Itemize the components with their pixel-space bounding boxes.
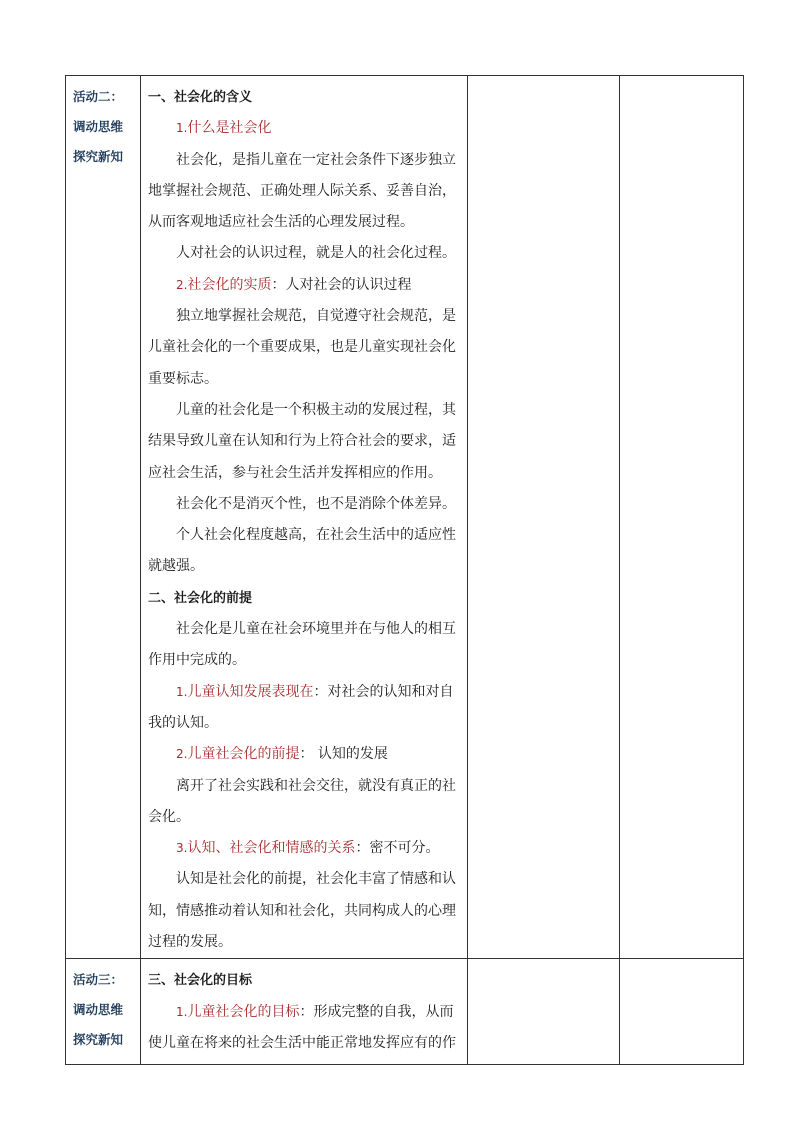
activity-label-line: 活动二：	[73, 89, 124, 104]
section-heading: 三、社会化的目标	[148, 973, 253, 989]
subheading-label: 儿童社会化的目标	[187, 1003, 300, 1020]
subheading-label: 什么是社会化	[187, 120, 272, 137]
activity-cell	[66, 76, 141, 959]
subheading-text: ：形成完整的自我，从而使儿童在将来的社会生活中能正常地发挥应有的作	[148, 1003, 456, 1051]
subheading-paragraph	[148, 677, 459, 740]
subheading-label: 儿童社会化的前提	[187, 746, 300, 763]
body-paragraph: 儿童的社会化是一个积极主动的发展过程，其结果导致儿童在认知和行为上符合社会的要求，适应社会生活，参与社会生活并发挥相应的作用。	[148, 401, 456, 481]
activity-label-line: 探究新知	[73, 149, 124, 164]
subheading-text: ：对社会的认知和对自我的认知。	[148, 683, 454, 731]
activity-cell	[66, 959, 141, 1065]
activity-label-line: 探究新知	[73, 1032, 124, 1048]
subheading-number: 1.	[176, 684, 188, 699]
subheading-number: 1.	[176, 1004, 188, 1019]
subheading-text: ：密不可分。	[355, 840, 440, 857]
activity-label	[66, 959, 140, 1055]
subheading-label: 社会化的实质	[187, 276, 272, 293]
subheading-paragraph	[148, 739, 459, 770]
subheading-number: 2.	[176, 277, 188, 292]
activity-label-line: 调动思维	[73, 1002, 124, 1018]
body-paragraph: 人对社会的认识过程，就是人的社会化过程。	[176, 245, 456, 262]
body-paragraph: 个人社会化程度越高，在社会生活中的适应性就越强。	[148, 527, 456, 575]
content-cell	[141, 959, 468, 1065]
body-paragraph: 社会化不是消灭个性，也不是消除个体差异。	[176, 495, 456, 512]
subheading-paragraph	[148, 270, 459, 301]
body-paragraph: 认知是社会化的前提，社会化丰富了情感和认知，情感推动着认知和社会化，共同构成人的心理过程的发展。	[148, 871, 456, 951]
activity-label-line: 活动三：	[73, 972, 124, 988]
activity-row	[66, 959, 744, 1065]
notes-cell	[468, 959, 620, 1065]
subheading-text: ： 认知的发展	[299, 746, 388, 763]
section-heading: 二、社会化的前提	[148, 590, 253, 606]
notes-cell	[468, 76, 620, 959]
subheading-paragraph	[148, 997, 459, 1060]
body-paragraph: 社会化，是指儿童在一定社会条件下逐步独立地掌握社会规范、正确处理人际关系、妥善自治，从而客观地适应社会生活的心理发展过程。	[148, 151, 456, 231]
subheading-paragraph	[148, 113, 459, 144]
body-paragraph: 离开了社会实践和社会交往，就没有真正的社会化。	[148, 777, 456, 825]
activity-label-line: 调动思维	[73, 119, 124, 134]
body-paragraph: 社会化是儿童在社会环境里并在与他人的相互作用中完成的。	[148, 621, 456, 669]
subheading-paragraph	[148, 833, 459, 864]
lesson-plan-table	[65, 75, 744, 1065]
section-heading: 一、社会化的含义	[148, 90, 253, 105]
remarks-cell	[620, 959, 744, 1065]
subheading-text: ：人对社会的认识过程	[271, 276, 412, 293]
body-paragraph: 独立地掌握社会规范，自觉遵守社会规范，是儿童社会化的一个重要成果，也是儿童实现社会化重要标志。	[148, 308, 456, 387]
content-cell	[141, 76, 468, 959]
subheading-number: 3.	[176, 841, 188, 856]
subheading-label: 儿童认知发展表现在	[187, 683, 314, 700]
activity-label	[66, 76, 140, 172]
subheading-number: 2.	[176, 747, 188, 762]
subheading-number: 1.	[176, 121, 188, 136]
activity-row	[66, 76, 744, 959]
remarks-cell	[620, 76, 744, 959]
subheading-label: 认知、社会化和情感的关系	[187, 840, 356, 857]
